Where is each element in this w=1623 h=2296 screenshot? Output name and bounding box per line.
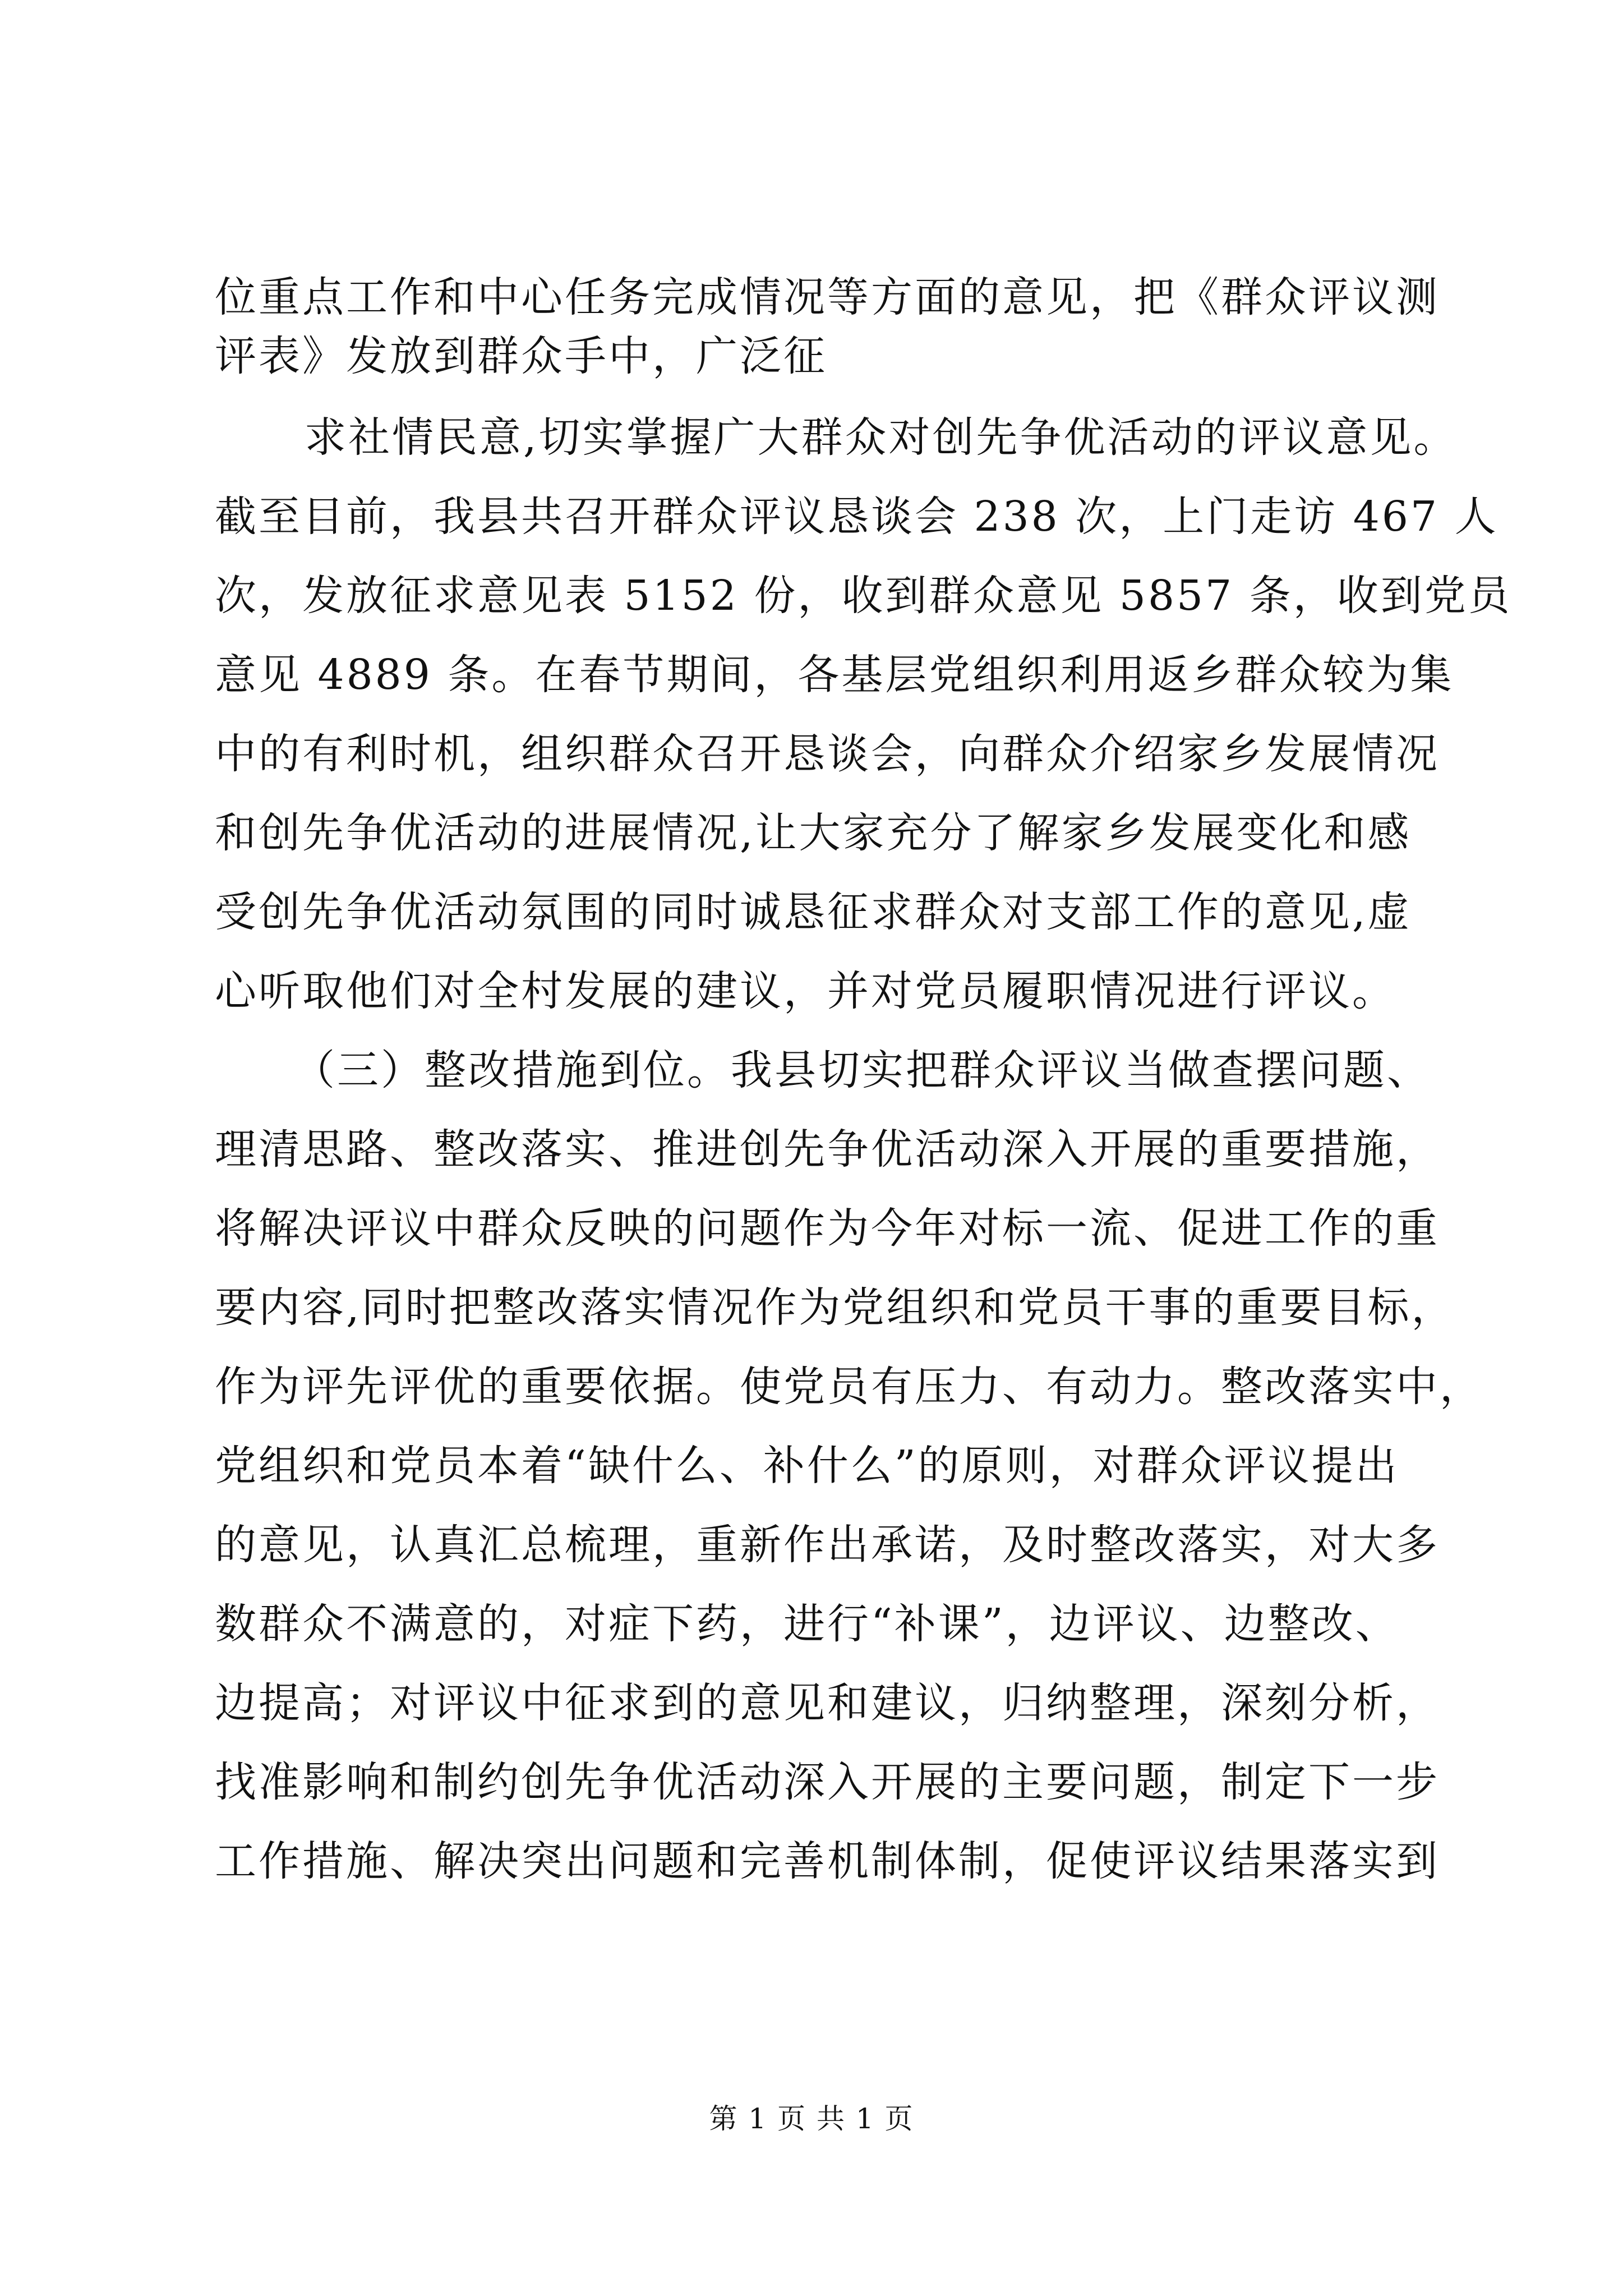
- text-line: 作为评先评优的重要依据。使党员有压力、有动力。整改落实中，: [215, 1363, 1483, 1411]
- text-line: 受创先争优活动氛围的同时诚恳征求群众对支部工作的意见,虚: [215, 888, 1412, 936]
- text-line: 心听取他们对全村发展的建议，并对党员履职情况进行评议。: [215, 967, 1396, 1015]
- text-line: 求社情民意,切实掌握广大群众对创先争优活动的评议意见。: [305, 413, 1458, 462]
- text-line: 位重点工作和中心任务完成情况等方面的意见，把《群众评议测: [215, 273, 1440, 321]
- text-line: 要内容,同时把整改落实情况作为党组织和党员干事的重要目标，: [215, 1283, 1455, 1332]
- text-line: 工作措施、解决突出问题和完善机制体制，促使评议结果落实到: [215, 1837, 1440, 1885]
- text-line: 理清思路、整改落实、推进创先争优活动深入开展的重要措施，: [215, 1125, 1440, 1174]
- page-number-footer: 第 1 页 共 1 页: [709, 2102, 914, 2135]
- text-line: 将解决评议中群众反映的问题作为今年对标一流、促进工作的重: [215, 1204, 1440, 1253]
- text-line: 和创先争优活动的进展情况,让大家充分了解家乡发展变化和感: [215, 809, 1412, 857]
- text-line: 找准影响和制约创先争优活动深入开展的主要问题，制定下一步: [215, 1758, 1440, 1806]
- text-line: 评表》发放到群众手中，广泛征: [215, 332, 827, 380]
- text-line: 数群众不满意的，对症下药，进行“补课”，边评议、边整改、: [215, 1600, 1399, 1648]
- text-line: 中的有利时机，组织群众召开恳谈会，向群众介绍家乡发展情况: [215, 730, 1440, 778]
- text-line: 的意见，认真汇总梳理，重新作出承诺，及时整改落实，对大多: [215, 1521, 1440, 1569]
- text-line: （三）整改措施到位。我县切实把群众评议当做查摆问题、: [293, 1046, 1431, 1094]
- text-line: 次，发放征求意见表 5152 份，收到群众意见 5857 条，收到党员: [215, 572, 1512, 620]
- text-line: 意见 4889 条。在春节期间，各基层党组织利用返乡群众较为集: [215, 651, 1454, 699]
- text-line: 党组织和党员本着“缺什么、补什么”的原则，对群众评议提出: [215, 1442, 1399, 1490]
- text-line: 截至目前，我县共召开群众评议恳谈会 238 次，上门走访 467 人: [215, 493, 1498, 541]
- text-line: 边提高；对评议中征求到的意见和建议，归纳整理，深刻分析，: [215, 1679, 1440, 1727]
